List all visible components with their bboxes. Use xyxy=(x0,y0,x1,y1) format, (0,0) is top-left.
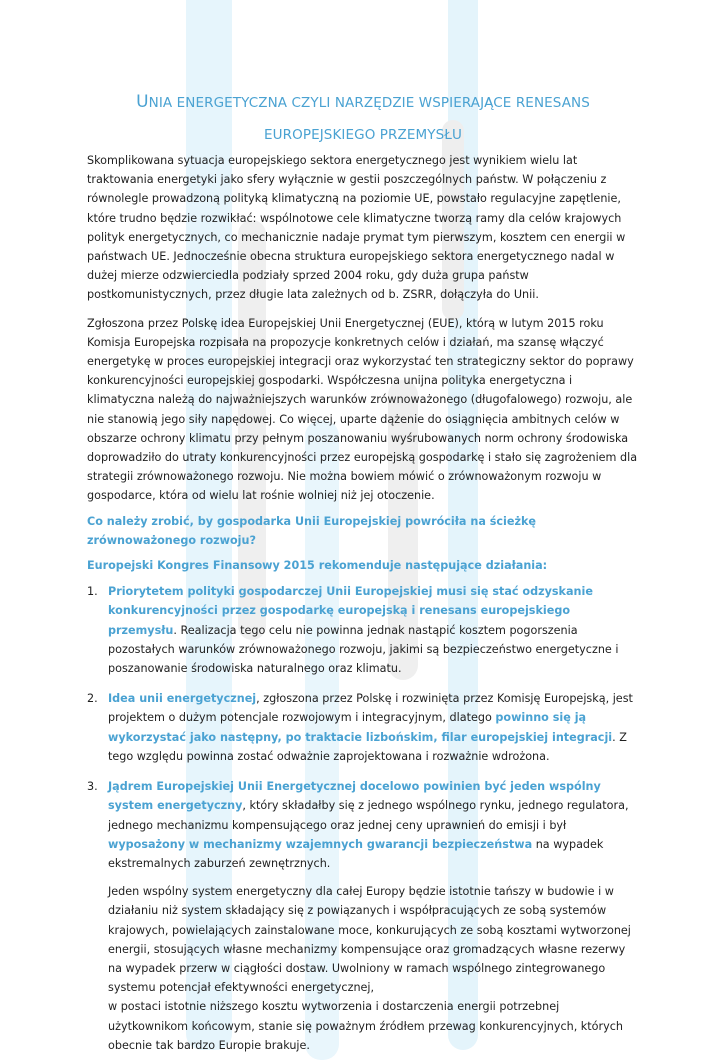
item-3-highlight-1: Jądrem Europejskiej Unii Energetycznej docelowo powinien być jeden wspólny system energetyczny xyxy=(108,780,601,813)
item-3-highlight-2: wyposażony w mechanizmy wzajemnych gwarancji bezpieczeństwa xyxy=(108,837,533,851)
item-number: 1. xyxy=(87,585,98,599)
recommendation-item-3 xyxy=(87,777,639,1055)
paragraph-2: Zgłoszona przez Polskę idea Europejskiej Unii Energetycznej (EUE), którą w lutym 2015 roku Komisja Europejska rozpisała na propozycje konkretnych celów i działań, ma szansę włączyć energetykę w proces europejskiej integracji oraz wykorzystać ten strategiczny sektor do poprawy konkurencyjności europejskiej gospodarki. Współczesna unijna polityka energetyczna i klimatyczna należą do najważniejszych warunków zrównoważonego (długofalowego) rozwoju, ale nie stanowią jego siły napędowej. Co więcej, uparte dążenie do osiągnięcia ambitnych celów w obszarze ochrony klimatu przy pełnym poszanowaniu wyśrubowanych norm ochrony środowiska doprowadziło do utraty konkurencyjności przez europejską gospodarkę i stało się zagrożeniem dla strategii zrównoważonego rozwoju. Nie można bowiem mówić o zrównoważonym rozwoju w gospodarce, która od wielu lat rośnie wolniej niż jej otoczenie. xyxy=(87,316,638,503)
item-3-extra-1: Jeden wspólny system energetyczny dla całej Europy będzie istotnie tańszy w budowie i w działaniu niż system składający się z powiązanych i współpracujących ze sobą systemów krajowych, powielających zainstalowane moce, konkurujących ze sobą kosztami wytworzonej energii, stosujących własne mechanizmy kompensujące oraz gromadzących własne rezerwy na wypadek przerw w ciągłości dostaw. Uwolniony w ramach wspólnego zintegrowanego systemu potencjał efektywności energetycznej, xyxy=(108,885,631,995)
title-line-1: NIA ENERGETYCZNA CZYLI NARZĘDZIE WSPIERAJĄCE RENESANS xyxy=(148,95,590,111)
item-1-text: . Realizacja tego celu nie powinna jednak nastąpić kosztem pogorszenia pozostałych warunków zrównoważonego rozwoju, jakimi są bezpieczeństwo energetyczne i poszanowanie środowiska naturalnego oraz klimatu. xyxy=(108,623,619,676)
item-3-extra-2: w postaci istotnie niższego kosztu wytworzenia i dostarczenia energii potrzebnej użytkownikom końcowym, stanie się poważnym źródłem przewag konkurencyjnych, których obecnie tak bardzo Europie brakuje. xyxy=(108,1000,623,1052)
item-1-highlight: Priorytetem polityki gospodarczej Unii Europejskiej musi się stać odzyskanie konkurencyjności przez gospodarkę europejską i renesans europejskiego przemysłu xyxy=(108,585,593,637)
recommendation-intro: Europejski Kongres Finansowy 2015 rekomenduje następujące działania: xyxy=(87,559,548,573)
item-2-text-2: . Z tego względu powinna zostać odważnie zaprojektowana i rozważnie wdrożona. xyxy=(108,730,627,763)
recommendation-item-2 xyxy=(87,689,639,766)
item-2-highlight-2: powinno się ją wykorzystać jako następny, po traktacie lizbońskim, filar europejskiej integracji xyxy=(108,711,613,744)
key-question: Co należy zrobić, by gospodarka Unii Europejskiej powróciła na ścieżkę zrównoważonego rozwoju? xyxy=(87,514,537,547)
item-3-extra-paragraph xyxy=(108,882,639,1055)
recommendation-item-1 xyxy=(87,582,639,678)
item-2-text-1: , zgłoszona przez Polskę i rozwinięta przez Komisję Europejską, jest projektem o dużym potencjale rozwojowym i integracyjnym, dlatego xyxy=(108,692,633,725)
recommendations-list xyxy=(87,582,639,1055)
item-number: 3. xyxy=(87,780,98,794)
item-3-text-2: na wypadek ekstremalnych zaburzeń zewnętrznych. xyxy=(108,837,604,870)
item-3-text-1: , który składałby się z jednego wspólnego rynku, jednego regulatora, jednego mechanizmu kompensującego oraz jednej ceny uprawnień do emisji i był xyxy=(108,799,629,832)
document-title xyxy=(87,86,639,151)
paragraph-1: Skomplikowana sytuacja europejskiego sektora energetycznego jest wynikiem wielu lat traktowania energetyki jako sfery wyłącznie w gestii poszczególnych państw. W połączeniu z równolegle prowadzoną polityką klimatyczną na poziomie UE, powstało regulacyjne zapętlenie, które trudno będzie rozwikłać: wspólnotowe cele klimatyczne tworzą ramy dla celów krajowych polityk energetycznych, co mechanicznie nadaje prymat tym pierwszym, kosztem cen energii w państwach UE. Jednocześnie obecna struktura europejskiego sektora energetycznego nadal w dużej mierze odzwierciedla podziały sprzed 2004 roku, gdy duża grupa państw postkomunistycznych, przez długie lata zależnych od b. ZSRR, dołączyła do Unii. xyxy=(87,154,626,302)
document-page xyxy=(87,86,639,1055)
title-line-2: EUROPEJSKIEGO PRZEMYSŁU xyxy=(264,127,462,143)
title-initial: U xyxy=(136,92,149,112)
item-2-highlight-1: Idea unii energetycznej xyxy=(108,692,257,706)
item-number: 2. xyxy=(87,692,98,706)
